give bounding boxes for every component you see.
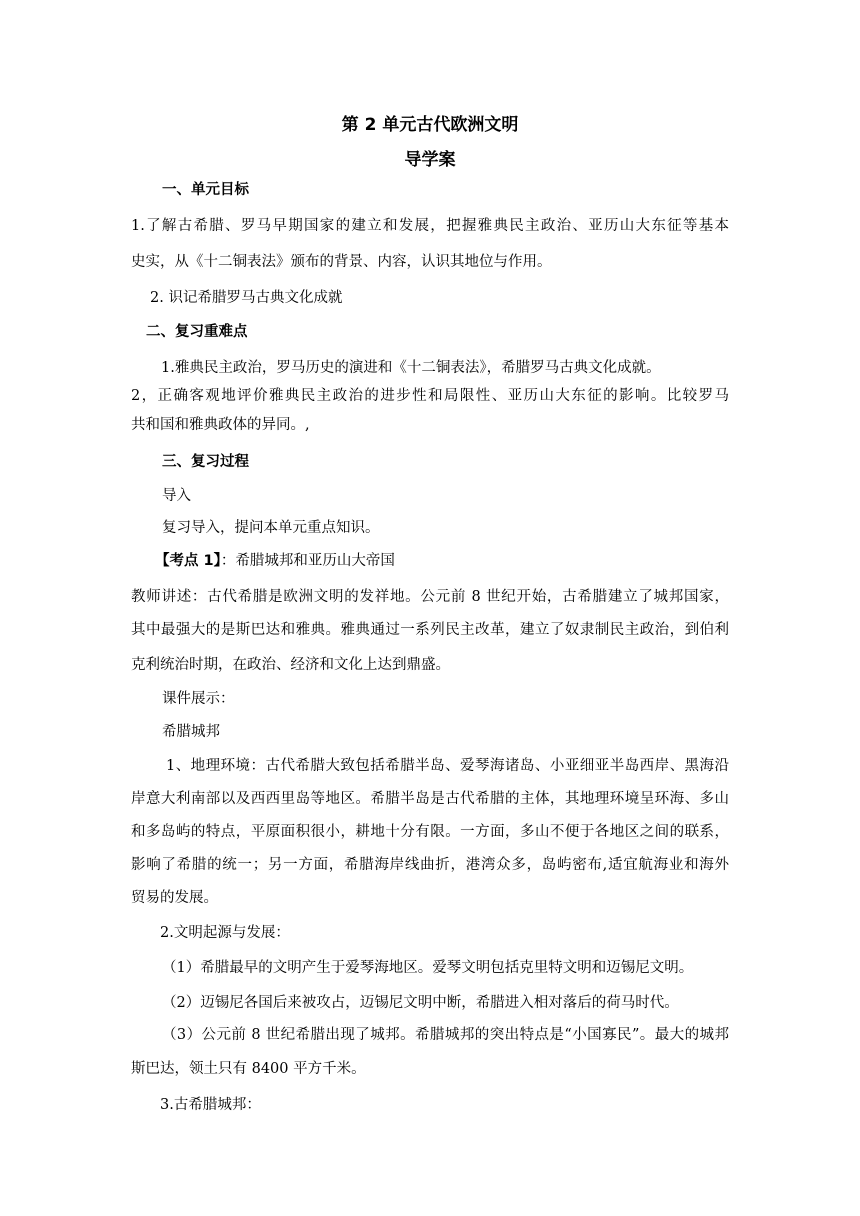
courseware-label: 课件展示： <box>162 691 235 707</box>
teacher-line-1: 教师讲述：古代希腊是欧洲文明的发祥地。公元前 8 世纪开始，古希腊建立了城邦国家， <box>131 589 729 605</box>
ancient-city-states-heading: 3.古希腊城邦： <box>160 1097 261 1113</box>
teacher-line-3: 克利统治时期，在政治、经济和文化上达到鼎盛。 <box>131 657 450 673</box>
goal-1-line-1: 1.了解古希腊、罗马早期国家的建立和发展，把握雅典民主政治、亚历山大东征等基本 <box>131 218 729 234</box>
point-1-heading <box>155 551 395 571</box>
origin-heading: 2.文明起源与发展： <box>160 925 290 941</box>
city-states-label: 希腊城邦 <box>162 724 220 740</box>
goal-2: 2. 识记希腊罗马古典文化成就 <box>150 290 343 306</box>
section-heading-key-points: 二、复习重难点 <box>146 324 248 340</box>
origin-item-2: （2）迈锡尼各国后来被攻占，迈锡尼文明中断，希腊进入相对落后的荷马时代。 <box>162 995 679 1011</box>
geography-line-3: 和多岛屿的特点，平原面积很小，耕地十分有限。一方面，多山不便于各地区之间的联系， <box>131 824 729 840</box>
origin-item-1: （1）希腊最早的文明产生于爱琴海地区。爱琴文明包括克里特文明和迈锡尼文明。 <box>162 960 694 976</box>
geography-line-2: 岸意大利南部以及西西里岛等地区。希腊半岛是古代希腊的主体，其地理环境呈环海、多山 <box>131 791 729 807</box>
origin-item-3-line-1: （3）公元前 8 世纪希腊出现了城邦。希腊城邦的突出特点是“小国寡民”。最大的城邦 <box>162 1027 729 1043</box>
document-subtitle: 导学案 <box>404 150 456 170</box>
section-heading-goals: 一、单元目标 <box>162 182 249 198</box>
key-point-1: 1.雅典民主政治，罗马历史的演进和《十二铜表法》，希腊罗马古典文化成就。 <box>161 360 661 376</box>
teacher-line-2: 其中最强大的是斯巴达和雅典。雅典通过一系列民主改革，建立了奴隶制民主政治，到伯利 <box>131 622 729 638</box>
point-1-text: ：希腊城邦和亚历山大帝国 <box>220 553 395 569</box>
key-point-2-line-1: 2，正确客观地评价雅典民主政治的进步性和局限性、亚历山大东征的影响。比较罗马 <box>131 388 729 404</box>
goal-1-line-2: 史实，从《十二铜表法》颁布的背景、内容，认识其地位与作用。 <box>131 254 552 270</box>
key-point-2-line-2: 共和国和雅典政体的异同。, <box>131 417 310 433</box>
origin-item-3-line-2: 斯巴达，领土只有 8400 平方千米。 <box>131 1061 366 1077</box>
section-heading-process: 三、复习过程 <box>162 454 249 470</box>
intro-text: 复习导入，提问本单元重点知识。 <box>162 520 380 536</box>
document-title: 第 2 单元古代欧洲文明 <box>341 115 519 135</box>
geography-line-4: 影响了希腊的统一；另一方面，希腊海岸线曲折，港湾众多，岛屿密布,适宜航海业和海外 <box>131 857 729 873</box>
geography-line-1: 1、地理环境：古代希腊大致包括希腊半岛、爱琴海诸岛、小亚细亚半岛西岸、黑海沿 <box>166 758 729 774</box>
intro-label: 导入 <box>162 488 191 504</box>
geography-line-5: 贸易的发展。 <box>131 890 218 906</box>
point-1-label: 【考点 1】 <box>155 553 221 569</box>
